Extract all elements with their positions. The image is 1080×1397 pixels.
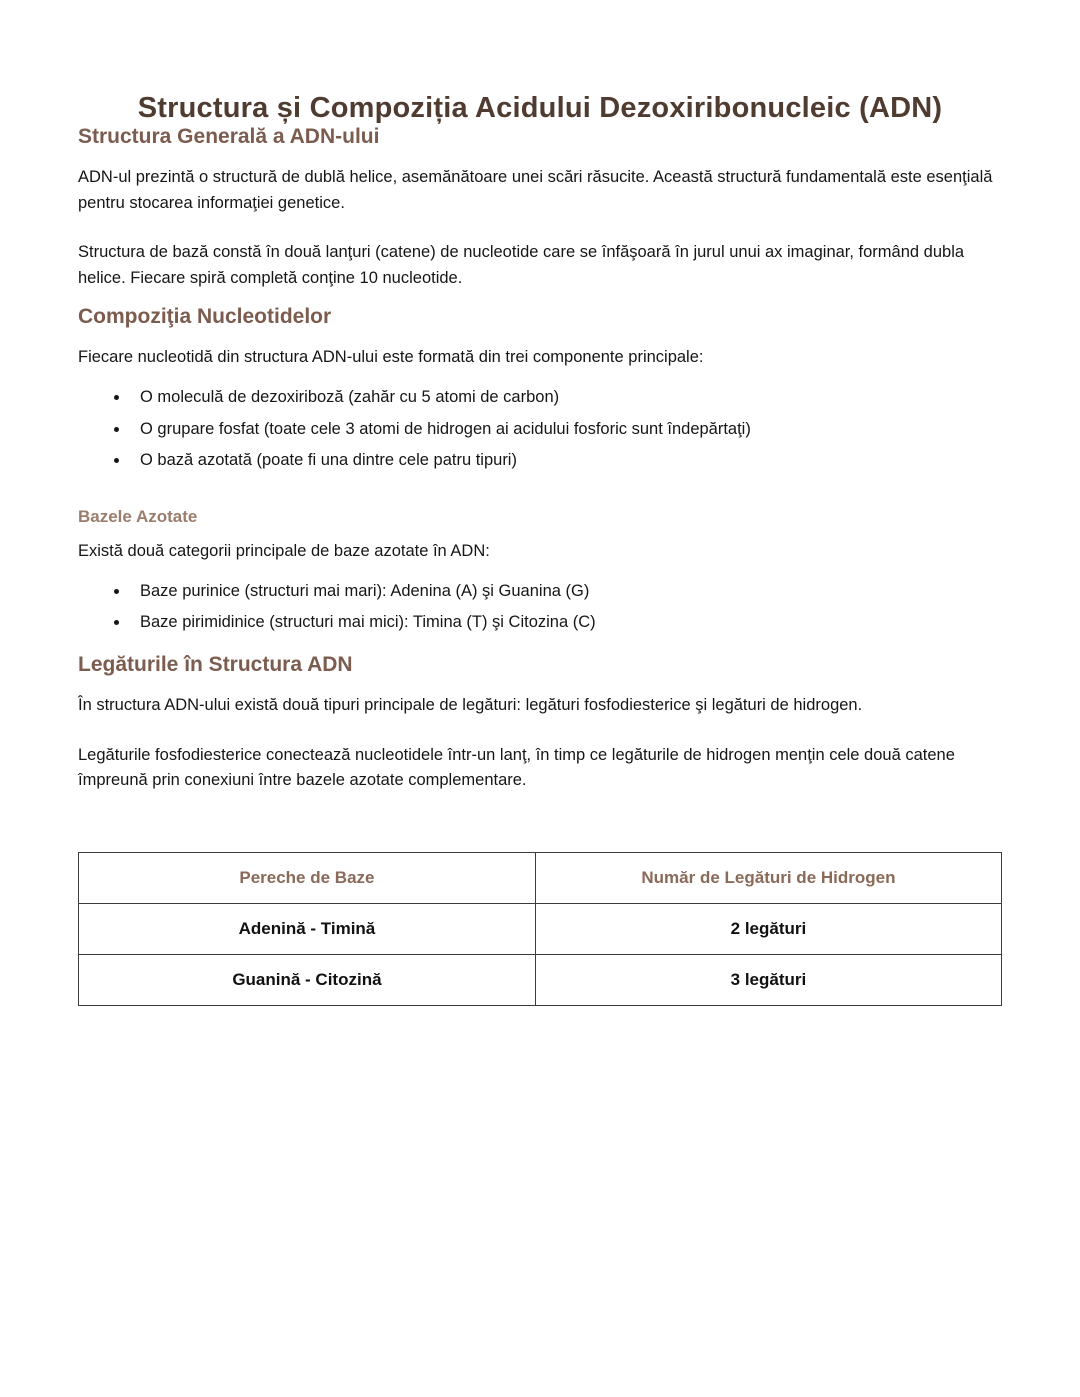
paragraph-legaturile-2: Legăturile fosfodiesterice conectează nucleotidele într-un lanţ, în timp ce legăturile de hidrogen menţin cele două catene împreună prin conexiuni între bazele azotate complementare. bbox=[78, 745, 955, 790]
paragraph-compozitia-intro: Fiecare nucleotidă din structura ADN-ului este formată din trei componente principale: bbox=[78, 348, 704, 367]
paragraph-general-2: Structura de bază constă în două lanţuri (catene) de nucleotide care se înfăşoară în jurul unui ax imaginar, formând dubla helice. Fiecare spiră completă conţine 10 nucleotide. bbox=[78, 243, 965, 287]
section-legaturile bbox=[78, 653, 1002, 794]
list-item: • Baze pirimidinice (structuri mai mici): Timina (T) şi Citozina (C) bbox=[130, 610, 1002, 635]
list-item: • Baze purinice (structuri mai mari): Adenina (A) şi Guanina (G) bbox=[130, 579, 1002, 604]
table-cell-base-pair: Guanină - Citozină bbox=[79, 954, 536, 1005]
paragraph-legaturile-1: În structura ADN-ului există două tipuri principale de legături: legături fosfodiesterice şi legături de hidrogen. bbox=[78, 696, 863, 715]
page-title: Structura și Compoziția Acidului Dezoxiribonucleic (ADN) bbox=[137, 92, 943, 124]
section-heading-structura-generala: Structura Generală a ADN-ului bbox=[78, 125, 380, 148]
table-row bbox=[79, 954, 1002, 1005]
list-item: • O grupare fosfat (toate cele 3 atomi de hidrogen ai acidului fosforic sunt îndepărtaţi) bbox=[130, 417, 1002, 442]
table-cell-base-pair: Adenină - Timină bbox=[79, 903, 536, 954]
table-header-numar-legaturi: Număr de Legături de Hidrogen bbox=[535, 852, 1001, 903]
table-header-row bbox=[79, 852, 1002, 903]
table-row bbox=[79, 903, 1002, 954]
section-heading-legaturile: Legăturile în Structura ADN bbox=[78, 653, 353, 677]
hydrogen-bonds-table bbox=[78, 852, 1002, 1006]
section-heading-compozitia: Compoziţia Nucleotidelor bbox=[78, 305, 332, 329]
list-item: • O moleculă de dezoxiriboză (zahăr cu 5 atomi de carbon) bbox=[130, 385, 1002, 410]
table-cell-bond-count: 2 legături bbox=[535, 903, 1001, 954]
list-item: • O bază azotată (poate fi una dintre cele patru tipuri) bbox=[130, 448, 1002, 473]
section-structura-generala bbox=[78, 125, 1002, 291]
sub-heading-bazele-azotate: Bazele Azotate bbox=[78, 507, 198, 527]
table-header-pereche: Pereche de Baze bbox=[79, 852, 536, 903]
table-cell-bond-count: 3 legături bbox=[535, 954, 1001, 1005]
components-list bbox=[78, 385, 1002, 473]
bases-list bbox=[78, 579, 1002, 636]
paragraph-baze-intro: Există două categorii principale de baze azotate în ADN: bbox=[78, 542, 490, 561]
paragraph-general-1: ADN-ul prezintă o structură de dublă helice, asemănătoare unei scări răsucite. Această structură fundamentală este esenţială pentru stocarea informaţiei genetice. bbox=[78, 168, 993, 212]
section-compozitia-nucleotidelor bbox=[78, 305, 1002, 635]
